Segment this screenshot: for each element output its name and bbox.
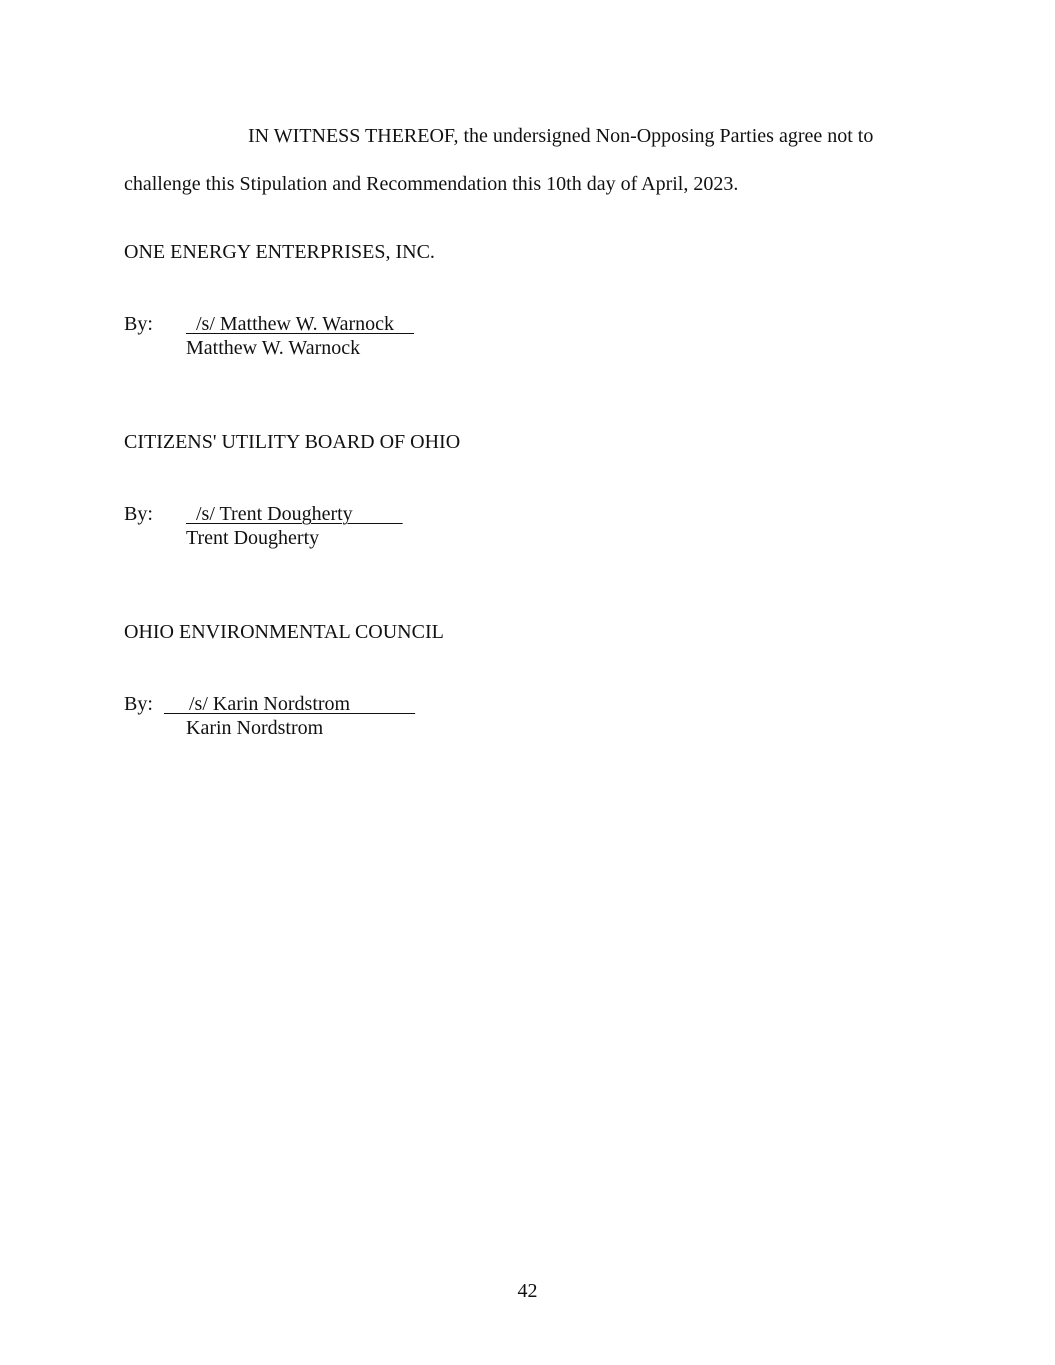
- printed-name: Karin Nordstrom: [186, 717, 324, 739]
- signature-line: /s/ Karin Nordstrom: [164, 693, 416, 715]
- party-name: CITIZENS' UTILITY BOARD OF OHIO: [124, 431, 461, 453]
- by-label: By:: [124, 313, 153, 335]
- witness-text-line-1: IN WITNESS THEREOF, the undersigned Non-Opposing Parties agree not to: [248, 125, 874, 147]
- printed-name: Trent Dougherty: [186, 527, 320, 549]
- page-number: 42: [517, 1280, 538, 1302]
- party-name: ONE ENERGY ENTERPRISES, INC.: [124, 241, 435, 263]
- by-label: By:: [124, 693, 153, 715]
- signature-line: /s/ Matthew W. Warnock: [186, 313, 414, 335]
- witness-text-line-2: challenge this Stipulation and Recommendation this 10th day of April, 2023.: [124, 173, 739, 195]
- printed-name: Matthew W. Warnock: [186, 337, 361, 359]
- signature-line: /s/ Trent Dougherty: [186, 503, 403, 525]
- by-label: By:: [124, 503, 153, 525]
- party-name: OHIO ENVIRONMENTAL COUNCIL: [124, 621, 444, 643]
